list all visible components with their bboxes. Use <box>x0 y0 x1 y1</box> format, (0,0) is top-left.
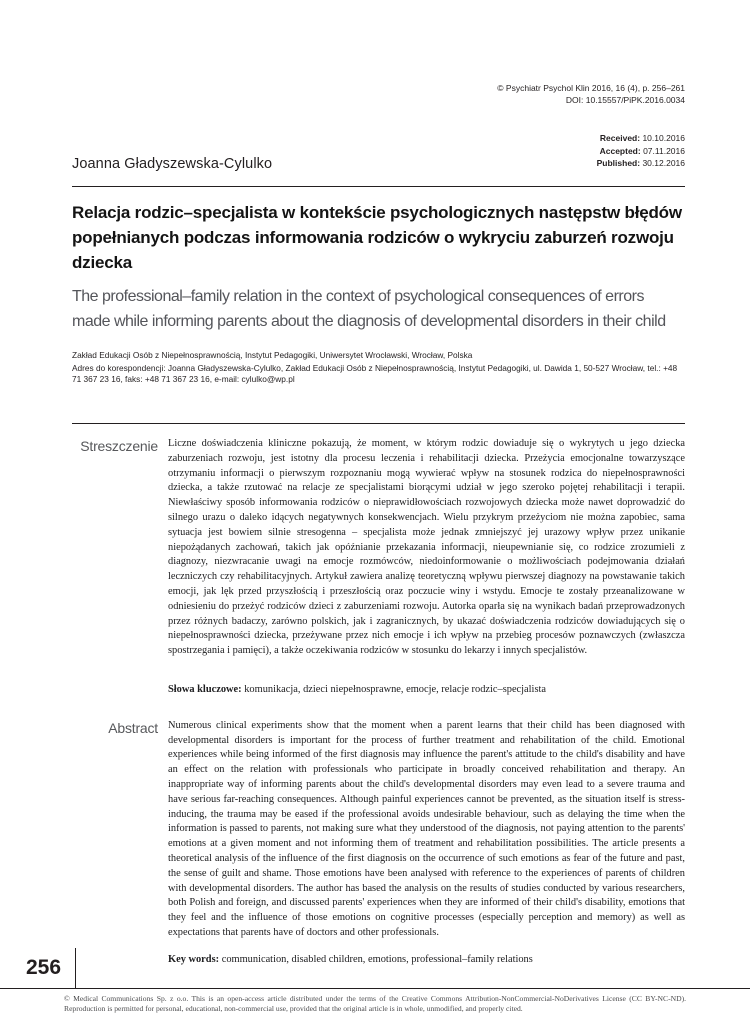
polish-keywords: komunikacja, dzieci niepełnosprawne, emocje, relacje rodzic–specjalista <box>244 683 546 695</box>
accepted-label: Accepted: <box>599 145 641 156</box>
received-label: Received: <box>599 133 641 143</box>
page-number: 256 <box>26 956 62 979</box>
english-keywords-label: Key words: <box>168 953 220 965</box>
header-divider <box>72 186 685 187</box>
received-value: 10.10.2016 <box>642 133 685 143</box>
journal-citation: © Psychiatr Psychol Klin 2016, 16 (4), p. 256–261 <box>497 83 685 93</box>
doi: DOI: 10.15557/PiPK.2016.0034 <box>565 95 685 105</box>
streszczenie-label: Streszczenie <box>80 438 158 454</box>
author-name: Joanna Gładyszewska-Cylulko <box>72 156 273 172</box>
english-keywords: communication, disabled children, emotions, professional–family relations <box>221 953 533 965</box>
published-value: 30.12.2016 <box>642 158 685 168</box>
streszczenie-text: Liczne doświadczenia kliniczne pokazują, że moment, w którym rodzic dowiaduje się o wykrytych u jego dziecka zaburzeniach rozwoju, jest istotny dla procesu leczenia i rehabilitacji dziecka. Przeżycia emocjonalne towarzyszące otrzymaniu informacji o pierwszym rozpoznaniu mogą wywierać wpływ na stosunek rodzica do niepełnosprawności dziecka, a także rzutować na relacje ze specjalistami biorącymi udział w jego szeroko pojętej rehabilitacji i terapii. Niewłaściwy sposób informowania rodziców o nieprawidłowościach rozwojowych dziecka może nawet doprowadzić do silnego urazu o daleko idących negatywnych konsekwencjach. Wielu przykrym przeżyciom nie można zapobiec, sama sytuacja jest bowiem silnie stresogenna – specjalista może jednak zmniejszyć jej urazowy wpływ przez unikanie niepożądanych zachowań, takich jak opóźnianie przekazania informacji, nieupewnianie się, co rodzice zrozumieli z diagnozy, niezwracanie uwagi na emocje rozmówców, niedoinformowanie o możliwościach podejmowania działań leczniczych czy rehabilitacyjnych. Artykuł zawiera analizę teoretyczną wpływu pierwszej diagnozy na powstawanie takich emocji, jak lęk przed przyszłością i przeszłością oraz poczucie winy i wstydu. Emocje te zostały przeanalizowane w odniesieniu do przeżyć rodziców dzieci z zaburzeniami rozwoju. Autorka oparła się na wynikach badań przeprowadzonych przez różnych badaczy, zarówno polskich, jak i zagranicznych, by ukazać doświadczenia rodziców dowiadujących się o niepełnosprawności dziecka, przeżywane przez nich emocje i ich wpływ na przebieg procesów poznawczych (zwłaszcza spostrzegania i pamięci), a także oczekiwania rodziców w stosunku do lekarzy i innych specjalistów. <box>168 438 685 657</box>
abstract-text: Numerous clinical experiments show that the moment when a parent learns that their child has been diagnosed with developmental disorders is important for the process of further treatment and rehabilitation of the child. Emotional experiences while being informed of the first diagnosis may influence the parent's attitude to the child's disability and have an effect on the relation with professionals who participate in broadly conceived rehabilitation and therapy. An inappropriate way of informing parents about the child's developmental disorders may even lead to a severe trauma and have serious far-reaching consequences. Although painful experiences cannot be prevented, as the situation itself is stress-inducing, the trauma may be eased if the professional avoids undesirable behaviour, such as delaying the time when the information is passed to parents, not making sure what they understood of the diagnosis, not paying attention to the parents' emotions at a given moment and not informing them of treatment and rehabilitation possibilities. The article presents a theoretical analysis of the influence of the first diagnosis on the occurrence of such emotions as fear of the future and past, the sense of guilt and shame. Those emotions have been analysed with reference to the experiences of parents of children with developmental disorders. The author has based the analysis on the results of studies conducted by various researchers, both Polish and foreign, and discussed parents' experiences when they are informed of their child's disability, emotions that they feel and the influence of those emotions on cognitive processes (especially perception and memory) as well as expectations that parents have of doctors and other professionals. <box>168 719 685 938</box>
abstract-section <box>72 719 685 968</box>
correspondence-address: Adres do korespondencji: Joanna Gładyszewska-Cylulko, Zakład Edukacji Osób z Niepełnosprawnością, Instytut Pedagogiki, ul. Dawida 1, 50-527 Wrocław, tel.: +48 71 367 23 16, faks: +48 71 367 23 16, e-mail: cylulko@wp.pl <box>72 363 678 384</box>
article-header-row <box>72 132 685 172</box>
published-label: Published: <box>596 158 641 168</box>
streszczenie-section <box>72 437 685 698</box>
article-title-polish: Relacja rodzic–specjalista w kontekście psychologicznych następstw błędów popełnianych podczas informowania rodziców o wykryciu zaburzeń rozwoju dziecka <box>72 203 682 272</box>
title-divider <box>72 423 685 424</box>
streszczenie-body <box>168 437 685 698</box>
english-keywords-line <box>168 953 685 968</box>
abstract-label: Abstract <box>108 719 158 736</box>
article-title-english: The professional–family relation in the context of psychological consequences of errors made while informing parents about the diagnosis of developmental disorders in their child <box>72 288 666 330</box>
page-number-block <box>0 948 76 988</box>
received-date-line <box>72 132 685 145</box>
affiliation: Zakład Edukacji Osób z Niepełnosprawnością, Instytut Pedagogiki, Uniwersytet Wrocławski, Wrocław, Polska <box>72 350 473 360</box>
journal-citation-block <box>72 82 685 106</box>
accepted-value: 07.11.2016 <box>643 145 685 156</box>
polish-keywords-label: Słowa kluczowe: <box>168 683 242 695</box>
polish-keywords-line <box>168 683 685 698</box>
footer-divider <box>0 988 750 989</box>
license-text: © Medical Communications Sp. z o.o. This is an open-access article distributed under the terms of the Creative Commons Attribution-NonCommercial-NoDerivatives License (CC BY-NC-ND). Reproduction is permitted for personal, educational, non-commercial use, provided that the original article is in whole, unmodified, and properly cited. <box>64 994 686 1013</box>
abstract-body <box>168 719 685 968</box>
